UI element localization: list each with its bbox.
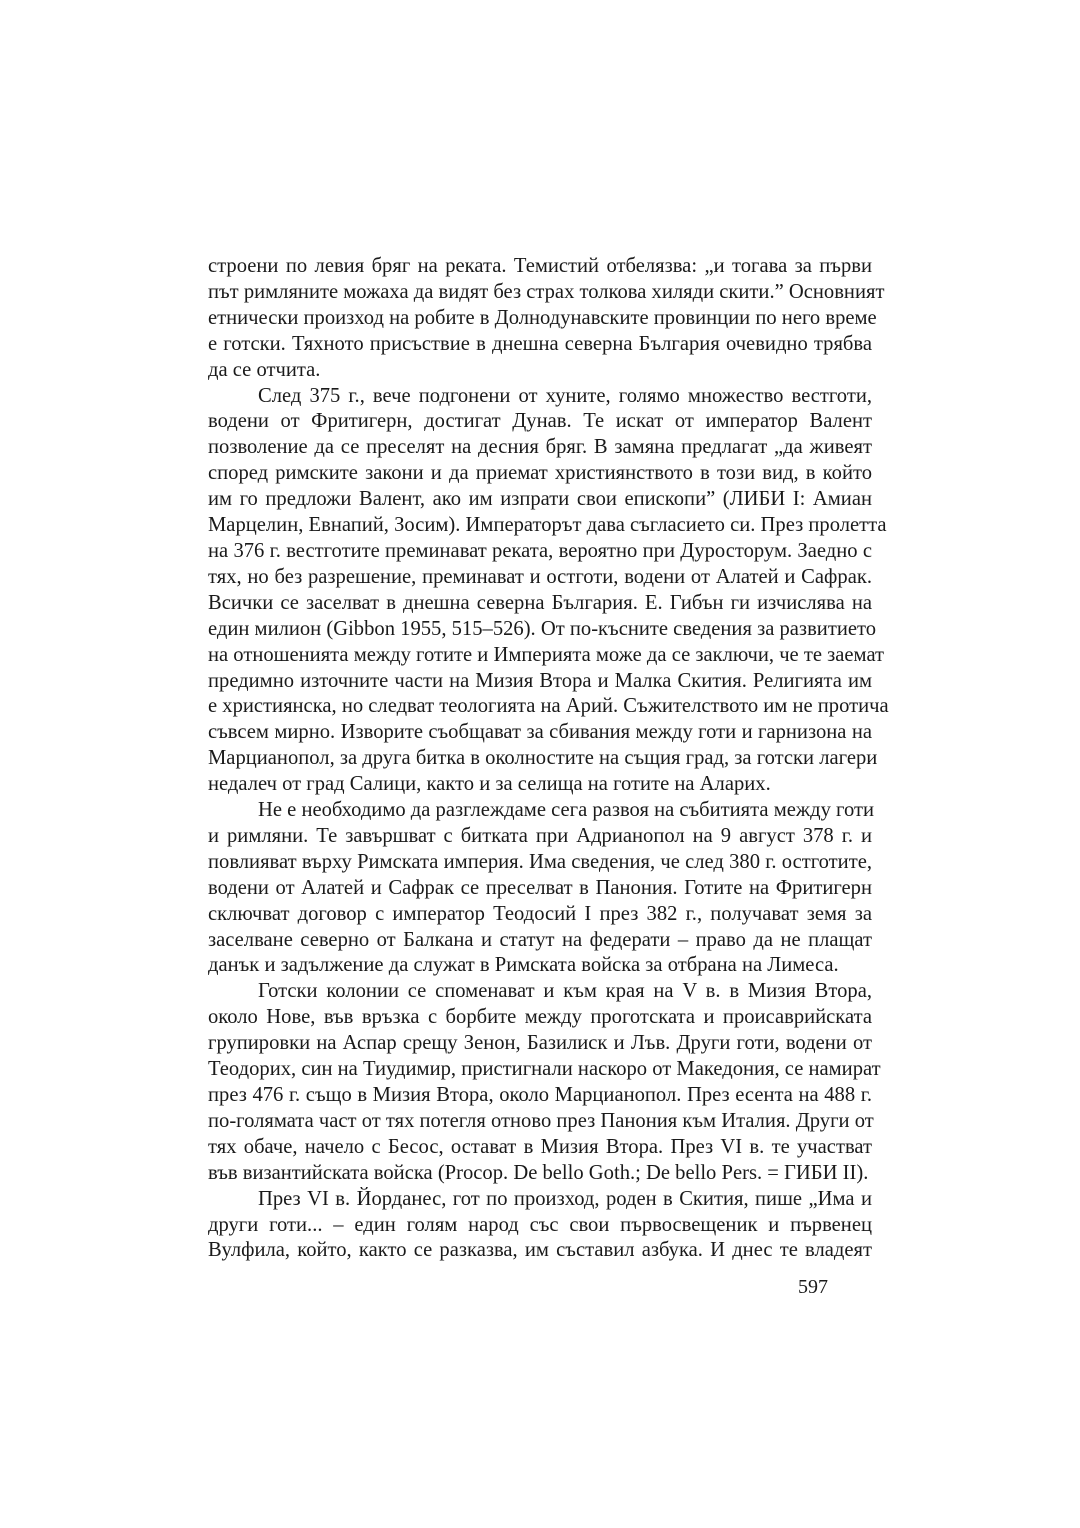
text-line: тях, но без разрешение, преминават и остготи, водени от Алатей и Сафрак. bbox=[208, 565, 872, 588]
paragraph bbox=[208, 1187, 872, 1265]
text-line: водени от Алатей и Сафрак се преселват в Панония. Готите на Фритигерн bbox=[208, 876, 872, 899]
text-line: Вулфила, който, както се разказва, им съставил азбука. И днес те владеят bbox=[208, 1239, 872, 1262]
text-line: да се отчита. bbox=[208, 358, 321, 381]
document-page bbox=[208, 254, 889, 1264]
body-text bbox=[208, 254, 889, 1264]
text-line: Теодорих, син на Тиудимир, пристигнали наскоро от Македония, се намират bbox=[208, 1058, 881, 1081]
text-line: След 375 г., вече подгонени от хуните, голямо множество вестготи, bbox=[258, 384, 872, 407]
text-line: водени от Фритигерн, достигат Дунав. Те искат от император Валент bbox=[208, 410, 872, 433]
text-line: недалеч от град Салици, както и за селища на готите на Аларих. bbox=[208, 773, 771, 796]
text-line: предимно източните части на Мизия Втора и Малка Скития. Религията им bbox=[208, 669, 872, 692]
text-line: им го предложи Валент, ако им изпрати свои епископи” (ЛИБИ I: Амиан bbox=[208, 488, 872, 511]
text-line: на отношенията между готите и Империята може да се заключи, че те заемат bbox=[208, 643, 885, 666]
text-line: съвсем мирно. Изворите съобщават за сбивания между готи и гарнизона на bbox=[208, 721, 872, 744]
text-line: Марцианопол, за друга битка в околностите на същия град, за готски лагери bbox=[208, 747, 878, 770]
paragraph bbox=[208, 254, 885, 384]
text-line: повлияват върху Римската империя. Има сведения, че след 380 г. остготите, bbox=[208, 850, 872, 873]
text-line: е готски. Тяхното присъствие в днешна северна България очевидно трябва bbox=[208, 332, 872, 355]
text-line: според римските закони и да приемат християнството в този вид, в който bbox=[208, 462, 872, 485]
text-line: на 376 г. вестготите преминават реката, вероятно при Дуросторум. Заедно с bbox=[208, 539, 872, 562]
paragraph bbox=[208, 384, 889, 799]
text-line: около Нове, във връзка с борбите между проготската и происаврийската bbox=[208, 1006, 872, 1029]
text-line: по-голямата част от тях потегля отново през Панония към Италия. Други от bbox=[208, 1109, 874, 1132]
text-line: През VI в. Йорданес, гот по произход, роден в Скития, пише „Има и bbox=[258, 1187, 872, 1210]
text-line: други готи... – един голям народ със свои първосвещеник и първенец bbox=[208, 1213, 872, 1236]
text-line: Всички се заселват в днешна северна България. Е. Гибън ги изчислява на bbox=[208, 591, 872, 614]
text-line: етнически произход на робите в Долнодунавските провинции по него време bbox=[208, 306, 877, 329]
text-line: път римляните можаха да видят без страх толкова хиляди скити.” Основният bbox=[208, 280, 885, 303]
page-number: 597 bbox=[798, 1276, 828, 1298]
paragraph bbox=[208, 979, 881, 1186]
text-line: е християнска, но следват теологията на Арий. Съжителството им не протича bbox=[208, 695, 889, 718]
text-line: през 476 г. също в Мизия Втора, около Марцианопол. През есента на 488 г. bbox=[208, 1084, 872, 1106]
text-line: един милион (Gibbon 1955, 515–526). От по-късните сведения за развитието bbox=[208, 617, 876, 640]
text-line: групировки на Аспар срещу Зенон, Базилиск и Лъв. Други готи, водени от bbox=[208, 1032, 872, 1055]
text-line: и римляни. Те завършват с битката при Адрианопол на 9 август 378 г. и bbox=[208, 824, 872, 847]
paragraph bbox=[208, 798, 875, 979]
text-line: Готски колонии се споменават и към края на V в. в Мизия Втора, bbox=[258, 980, 872, 1003]
text-line: тях обаче, начело с Бесос, остават в Мизия Втора. През VI в. те участват bbox=[208, 1135, 872, 1158]
text-line: във византийската войска (Procop. De bello Goth.; De bello Pers. = ГИБИ II). bbox=[208, 1161, 869, 1184]
text-line: позволение да се преселят на десния бряг. В замяна предлагат „да живеят bbox=[208, 436, 872, 459]
text-line: данък и задължение да служат в Римската войска за отбрана на Лимеса. bbox=[208, 954, 839, 977]
text-line: Марцелин, Евнапий, Зосим). Императорът дава съгласието си. През пролетта bbox=[208, 514, 887, 537]
text-line: сключват договор с император Теодосий I през 382 г., получават земя за bbox=[208, 902, 872, 925]
text-line: заселване северно от Балкана и статут на федерати – право да не плащат bbox=[208, 928, 872, 951]
text-line: Не е необходимо да разглеждаме сега развоя на събитията между готи bbox=[258, 799, 875, 822]
text-line: строени по левия бряг на реката. Темистий отбелязва: „и тогава за първи bbox=[208, 255, 872, 277]
